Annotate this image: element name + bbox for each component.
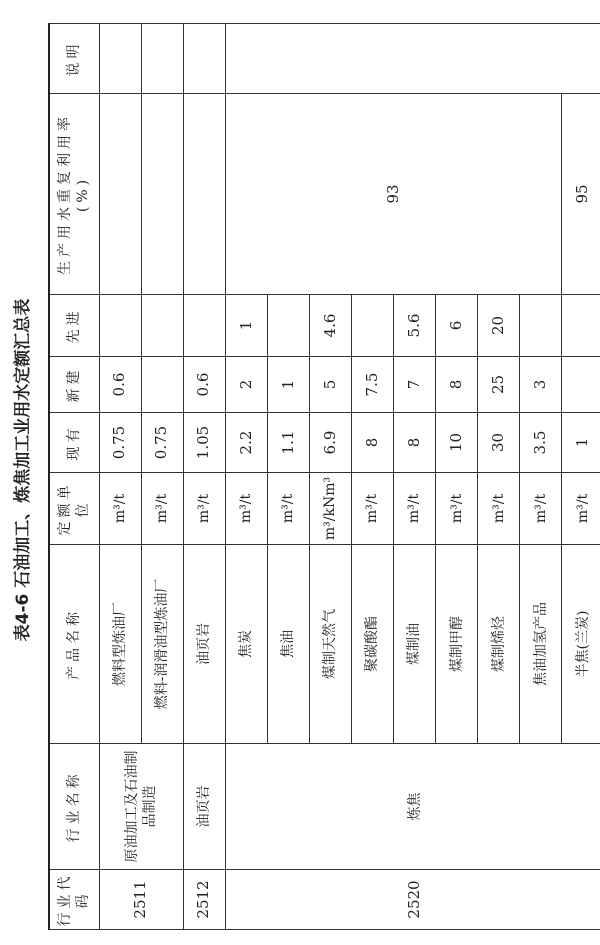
unit-cell: m³/t	[478, 473, 520, 545]
reuse-cell	[183, 94, 225, 295]
advanced-cell	[562, 295, 600, 357]
advanced-cell	[520, 295, 562, 357]
reuse-cell	[141, 94, 183, 295]
current-cell: 10	[436, 413, 478, 473]
new-build-cell	[562, 357, 600, 413]
product-cell: 焦油	[267, 545, 309, 744]
advanced-cell: 5.6	[394, 295, 436, 357]
new-build-cell	[141, 357, 183, 413]
current-cell: 2.2	[225, 413, 267, 473]
product-cell: 煤制烯烃	[478, 545, 520, 744]
reuse-cell: 93	[225, 94, 562, 295]
code-cell: 2520	[225, 870, 600, 930]
advanced-cell	[141, 295, 183, 357]
header-row	[49, 24, 99, 930]
reuse-cell	[99, 94, 141, 295]
advanced-cell	[99, 295, 141, 357]
advanced-cell: 1	[225, 295, 267, 357]
advanced-cell	[183, 295, 225, 357]
header-advanced: 先进	[49, 295, 99, 357]
current-cell: 3.5	[520, 413, 562, 473]
advanced-cell: 20	[478, 295, 520, 357]
table-title: 表4-6 石油加工、炼焦加工业用水定额汇总表	[13, 298, 33, 642]
header-code: 行业代码	[49, 870, 99, 930]
product-cell: 煤制油	[394, 545, 436, 744]
unit-cell: m³/t	[520, 473, 562, 545]
water-quota-table	[48, 23, 600, 930]
note-cell	[225, 24, 600, 94]
table-row	[99, 24, 141, 930]
industry-cell: 炼焦	[225, 744, 600, 870]
unit-cell: m³/t	[436, 473, 478, 545]
current-cell: 0.75	[99, 413, 141, 473]
current-cell: 0.75	[141, 413, 183, 473]
header-product: 产品名称	[49, 545, 99, 744]
new-build-cell: 0.6	[183, 357, 225, 413]
current-cell: 30	[478, 413, 520, 473]
product-cell: 燃料型炼油厂	[99, 545, 141, 744]
current-cell: 1.05	[183, 413, 225, 473]
note-cell	[141, 24, 183, 94]
product-cell: 油页岩	[183, 545, 225, 744]
header-new-build: 新建	[49, 357, 99, 413]
new-build-cell: 2	[225, 357, 267, 413]
unit-cell: m³/t	[267, 473, 309, 545]
current-cell: 1	[562, 413, 600, 473]
advanced-cell	[351, 295, 393, 357]
unit-cell: m³/t	[141, 473, 183, 545]
industry-cell: 油页岩	[183, 744, 225, 870]
new-build-cell: 25	[478, 357, 520, 413]
code-cell: 2511	[99, 870, 183, 930]
product-cell: 焦油加氢产品	[520, 545, 562, 744]
product-cell: 焦炭	[225, 545, 267, 744]
unit-cell: m³/t	[183, 473, 225, 545]
unit-cell: m³/t	[562, 473, 600, 545]
new-build-cell: 3	[520, 357, 562, 413]
new-build-cell: 7	[394, 357, 436, 413]
product-cell: 煤制天然气	[309, 545, 351, 744]
current-cell: 6.9	[309, 413, 351, 473]
reuse-cell: 95	[562, 94, 600, 295]
rotated-table-container	[48, 24, 600, 930]
current-cell: 8	[394, 413, 436, 473]
current-cell: 8	[351, 413, 393, 473]
new-build-cell: 8	[436, 357, 478, 413]
unit-cell: m³/kNm³	[309, 473, 351, 545]
unit-cell: m³/t	[99, 473, 141, 545]
note-cell	[99, 24, 141, 94]
code-cell: 2512	[183, 870, 225, 930]
current-cell: 1.1	[267, 413, 309, 473]
header-note: 说明	[49, 24, 99, 94]
unit-cell: m³/t	[394, 473, 436, 545]
unit-cell: m³/t	[351, 473, 393, 545]
new-build-cell: 7.5	[351, 357, 393, 413]
advanced-cell: 4.6	[309, 295, 351, 357]
product-cell: 煤制甲醇	[436, 545, 478, 744]
unit-cell: m³/t	[225, 473, 267, 545]
product-cell: 半焦(兰炭)	[562, 545, 600, 744]
header-industry: 行业名称	[49, 744, 99, 870]
advanced-cell	[267, 295, 309, 357]
header-reuse: 生产用水重复利用率(%)	[49, 94, 99, 295]
advanced-cell: 6	[436, 295, 478, 357]
new-build-cell: 5	[309, 357, 351, 413]
table-title-wrapper	[8, 260, 38, 680]
industry-cell: 原油加工及石油制品制造	[99, 744, 183, 870]
header-current: 现有	[49, 413, 99, 473]
product-cell: 聚碳酸酯	[351, 545, 393, 744]
table-row	[183, 24, 225, 930]
new-build-cell: 0.6	[99, 357, 141, 413]
table-stage	[48, 24, 600, 930]
table-row	[225, 24, 267, 930]
note-cell	[183, 24, 225, 94]
product-cell: 燃料-润滑油型炼油厂	[141, 545, 183, 744]
new-build-cell: 1	[267, 357, 309, 413]
header-unit: 定额单位	[49, 473, 99, 545]
